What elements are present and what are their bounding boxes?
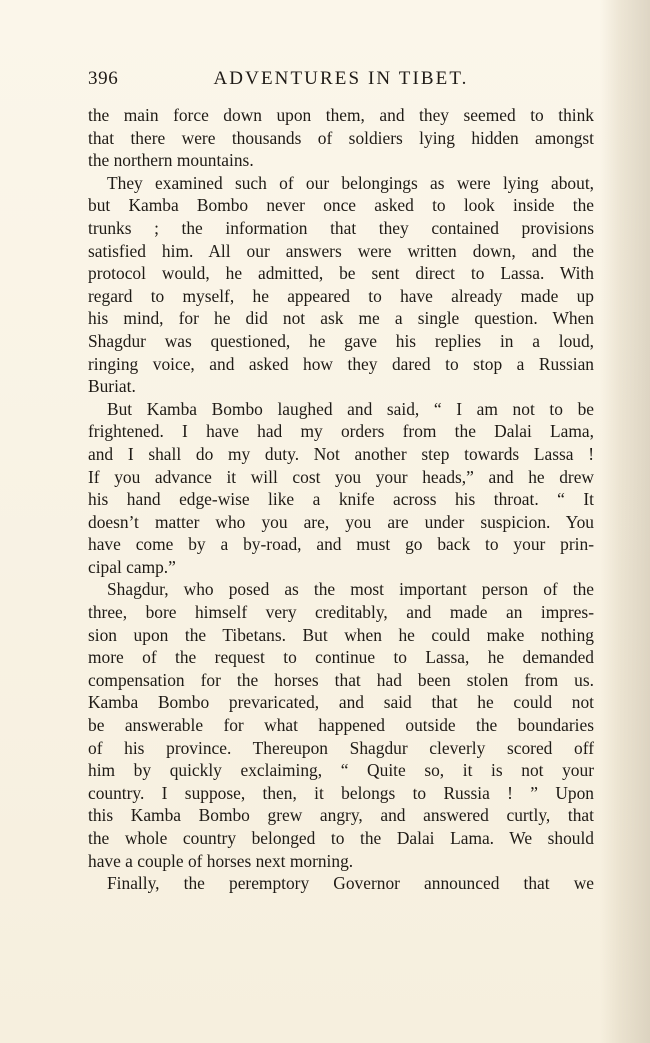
text-line: his mind, for he did not ask me a single question. When [88,308,594,329]
body-text [88,104,594,895]
text-line: have come by a by-road, and must go back to your prin- [88,534,594,555]
text-line: trunks ; the information that they contained provisions [88,217,594,238]
text-line: the whole country belonged to the Dalai Lama. We should [88,828,594,848]
text-line: Shagdur was questioned, he gave his replies in a loud, [88,330,594,351]
text-line: Buriat. [88,376,136,397]
text-line: regard to myself, he appeared to have already made up [88,285,594,306]
text-line: have a couple of horses next morning. [88,850,354,871]
text-line: but Kamba Bombo never once asked to look inside the [88,195,594,216]
text-line: But Kamba Bombo laughed and said, “ I am not to be [107,398,594,419]
text-line: him by quickly exclaiming, “ Quite so, it is not your [88,760,594,781]
text-line: sion upon the Tibetans. But when he could make nothing [88,624,594,645]
text-line: this Kamba Bombo grew angry, and answered curtly, that [88,805,594,826]
text-line: Shagdur, who posed as the most important person of the [107,579,594,600]
text-line: the main force down upon them, and they seemed to think [88,105,594,125]
page-header [88,68,594,94]
text-line: his hand edge-wise like a knife across his throat. “ It [88,489,594,510]
text-line: protocol would, he admitted, be sent direct to Lassa. With [88,263,594,284]
text-line: Kamba Bombo prevaricated, and said that he could not [88,692,594,713]
text-line: satisfied him. All our answers were written down, and the [88,240,594,261]
page-number: 396 [88,68,119,89]
text-line: be answerable for what happened outside the boundaries [88,715,594,736]
text-line: They examined such of our belongings as were lying about, [107,172,594,193]
text-line: and I shall do my duty. Not another step towards Lassa ! [88,443,594,464]
text-line: ringing voice, and asked how they dared to stop a Russian [88,353,594,374]
text-line: doesn’t matter who you are, you are under suspicion. You [88,511,594,532]
running-title: ADVENTURES IN TIBET. [213,68,469,89]
text-line: more of the request to continue to Lassa, he demanded [88,647,594,668]
text-line: frightened. I have had my orders from the Dalai Lama, [88,421,594,442]
text-line: Finally, the peremptory Governor announced that we [107,873,594,894]
text-line: the northern mountains. [88,150,254,171]
text-line: of his province. Thereupon Shagdur cleverly scored off [88,737,594,758]
text-line: compensation for the horses that had been stolen from us. [88,669,594,690]
text-line: country. I suppose, then, it belongs to Russia ! ” Upon [88,782,594,803]
text-line: that there were thousands of soldiers lying hidden amongst [88,127,594,148]
text-line: cipal camp.” [88,556,176,577]
text-line: three, bore himself very creditably, and made an impres- [88,602,594,623]
text-line: If you advance it will cost you your heads,” and he drew [88,466,594,487]
